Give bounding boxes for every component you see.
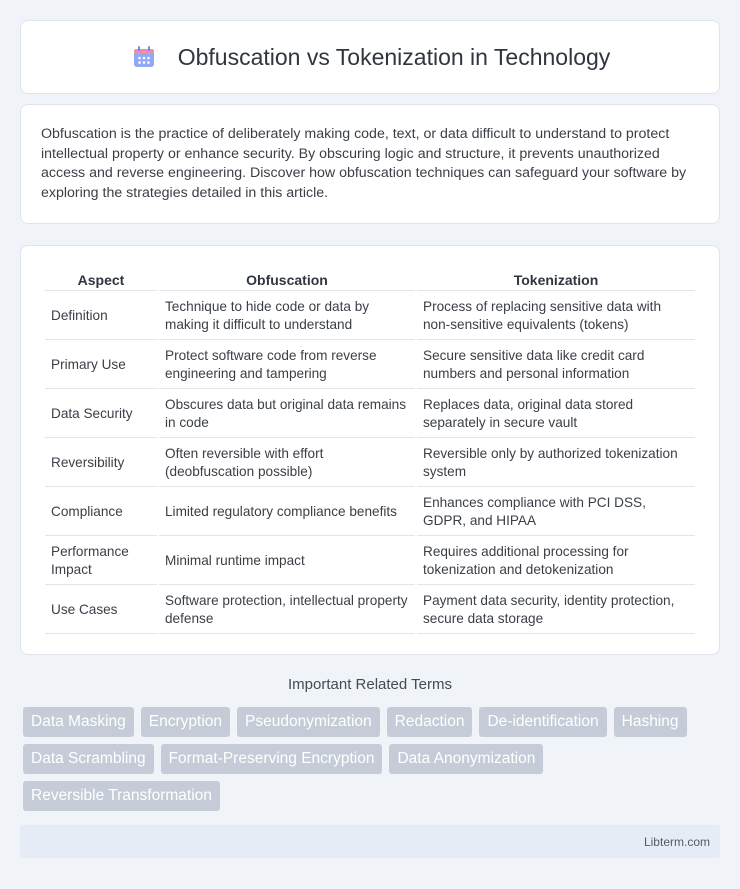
intro-text: Obfuscation is the practice of deliberately making code, text, or data difficult to understand to protect intellectual property or enhance security. By obscuring logic and structure, it prevents unauthorized access and reverse engineering. Discover how obfuscation techniques can safeguard your software by exploring the strategies detailed in this article. (41, 126, 687, 201)
cell-aspect: Compliance (45, 489, 157, 536)
tag-pseudonymization[interactable]: Pseudonymization (237, 707, 380, 737)
table-row (45, 391, 695, 438)
table-row (45, 489, 695, 536)
cell-tokenization: Replaces data, original data stored separately in secure vault (417, 391, 695, 438)
cell-obfuscation: Obscures data but original data remains in code (159, 391, 415, 438)
cell-tokenization: Reversible only by authorized tokenization system (417, 440, 695, 487)
header-tokenization: Tokenization (417, 268, 695, 291)
header-aspect: Aspect (45, 268, 157, 291)
related-terms-title: Important Related Terms (288, 676, 452, 693)
header-obfuscation: Obfuscation (159, 268, 415, 291)
tag-redaction[interactable]: Redaction (387, 707, 473, 737)
cell-obfuscation: Minimal runtime impact (159, 538, 415, 585)
tag-encryption[interactable]: Encryption (141, 707, 230, 737)
tag-reversible-transformation[interactable]: Reversible Transformation (23, 781, 220, 811)
table-row (45, 342, 695, 389)
intro-card (20, 104, 720, 224)
footer (20, 825, 720, 858)
tag-format-preserving-encryption[interactable]: Format-Preserving Encryption (161, 744, 383, 774)
table-row (45, 538, 695, 585)
cell-aspect: Use Cases (45, 587, 157, 634)
cell-tokenization: Payment data security, identity protection, secure data storage (417, 587, 695, 634)
tag-data-anonymization[interactable]: Data Anonymization (389, 744, 543, 774)
cell-obfuscation: Protect software code from reverse engineering and tampering (159, 342, 415, 389)
cell-obfuscation: Technique to hide code or data by making it difficult to understand (159, 293, 415, 340)
table-row (45, 293, 695, 340)
header-card (20, 20, 720, 94)
comparison-table (43, 266, 697, 636)
tag-hashing[interactable]: Hashing (614, 707, 687, 737)
related-terms-list (23, 707, 723, 811)
table-row (45, 587, 695, 634)
cell-tokenization: Secure sensitive data like credit card numbers and personal information (417, 342, 695, 389)
tag-data-scrambling[interactable]: Data Scrambling (23, 744, 154, 774)
cell-tokenization: Enhances compliance with PCI DSS, GDPR, and HIPAA (417, 489, 695, 536)
cell-aspect: Performance Impact (45, 538, 157, 585)
cell-obfuscation: Software protection, intellectual property defense (159, 587, 415, 634)
cell-aspect: Primary Use (45, 342, 157, 389)
cell-obfuscation: Often reversible with effort (deobfuscation possible) (159, 440, 415, 487)
cell-aspect: Data Security (45, 391, 157, 438)
calendar-icon (130, 43, 158, 71)
comparison-table-card (20, 245, 720, 655)
table-row (45, 440, 695, 487)
cell-tokenization: Requires additional processing for tokenization and detokenization (417, 538, 695, 585)
cell-tokenization: Process of replacing sensitive data with non-sensitive equivalents (tokens) (417, 293, 695, 340)
tag-de-identification[interactable]: De-identification (479, 707, 606, 737)
table-header-row (45, 268, 695, 291)
cell-aspect: Definition (45, 293, 157, 340)
tag-data-masking[interactable]: Data Masking (23, 707, 134, 737)
footer-site-link[interactable]: Libterm.com (643, 834, 710, 849)
page-title: Obfuscation vs Tokenization in Technology (177, 43, 611, 70)
cell-aspect: Reversibility (45, 440, 157, 487)
cell-obfuscation: Limited regulatory compliance benefits (159, 489, 415, 536)
